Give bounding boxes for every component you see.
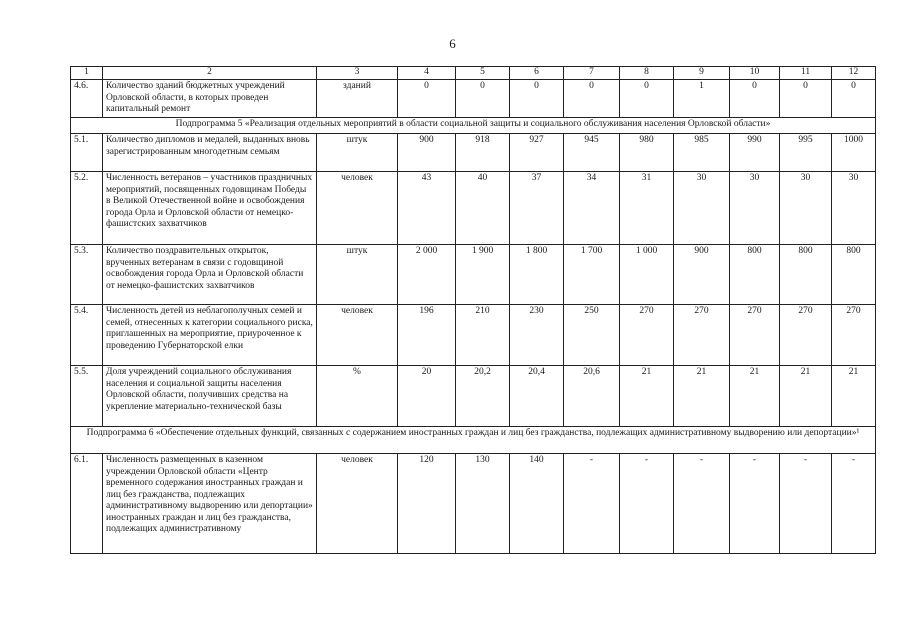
value-cell: 230 xyxy=(510,305,564,366)
row-number: 4.6. xyxy=(71,80,103,118)
indicator-name: Количество поздравительных открыток, врученных ветеранам в связи с годовщиной освобождения города Орла и Орловской области от немецко-фашистских захватчиков xyxy=(103,245,317,305)
header-cell: 11 xyxy=(780,67,832,80)
value-cell: 270 xyxy=(620,305,674,366)
header-cell: 5 xyxy=(456,67,510,80)
subprogram-title: Подпрограмма 5 «Реализация отдельных мероприятий в области социальной защиты и социального обслуживания населения Орловской области» xyxy=(71,118,876,134)
column-number-header-row xyxy=(71,67,876,80)
table-row xyxy=(71,366,876,427)
value-cell: 37 xyxy=(510,172,564,245)
table-row xyxy=(71,245,876,305)
value-cell: 30 xyxy=(730,172,780,245)
row-number: 5.1. xyxy=(71,134,103,172)
value-cell: 21 xyxy=(832,366,876,427)
value-cell: - xyxy=(620,454,674,554)
value-cell: 918 xyxy=(456,134,510,172)
header-cell: 2 xyxy=(103,67,317,80)
row-number: 5.4. xyxy=(71,305,103,366)
value-cell: 270 xyxy=(832,305,876,366)
row-number: 5.3. xyxy=(71,245,103,305)
value-cell: 120 xyxy=(398,454,456,554)
indicator-name: Количество зданий бюджетных учреждений Орловской области, в которых проведен капитальный ремонт xyxy=(103,80,317,118)
unit-of-measure: человек xyxy=(317,172,398,245)
value-cell: 0 xyxy=(456,80,510,118)
unit-of-measure: % xyxy=(317,366,398,427)
value-cell: 30 xyxy=(780,172,832,245)
value-cell: 927 xyxy=(510,134,564,172)
header-cell: 3 xyxy=(317,67,398,80)
header-cell: 12 xyxy=(832,67,876,80)
value-cell: 1 700 xyxy=(564,245,620,305)
indicator-name: Количество дипломов и медалей, выданных вновь зарегистрированным многодетным семьям xyxy=(103,134,317,172)
value-cell: 270 xyxy=(780,305,832,366)
unit-of-measure: штук xyxy=(317,245,398,305)
row-number: 5.2. xyxy=(71,172,103,245)
value-cell: - xyxy=(730,454,780,554)
value-cell: 21 xyxy=(674,366,730,427)
value-cell: 800 xyxy=(832,245,876,305)
unit-of-measure: человек xyxy=(317,305,398,366)
unit-of-measure: штук xyxy=(317,134,398,172)
header-cell: 4 xyxy=(398,67,456,80)
value-cell: 43 xyxy=(398,172,456,245)
table-row xyxy=(71,305,876,366)
indicator-name: Доля учреждений социального обслуживания населения и социальной защиты населения Орловской области, получивших средства на укрепление материально-технической базы xyxy=(103,366,317,427)
row-number: 5.5. xyxy=(71,366,103,427)
value-cell: 140 xyxy=(510,454,564,554)
value-cell: 130 xyxy=(456,454,510,554)
value-cell: 196 xyxy=(398,305,456,366)
value-cell: 20,2 xyxy=(456,366,510,427)
header-cell: 9 xyxy=(674,67,730,80)
value-cell: 0 xyxy=(620,80,674,118)
value-cell: 1 000 xyxy=(620,245,674,305)
value-cell: - xyxy=(832,454,876,554)
indicator-name: Численность детей из неблагополучных семей и семей, отнесенных к категории социального риска, приглашенных на мероприятие, приуроченное к проведению Губернаторской елки xyxy=(103,305,317,366)
value-cell: 270 xyxy=(730,305,780,366)
value-cell: 1 900 xyxy=(456,245,510,305)
value-cell: 0 xyxy=(832,80,876,118)
value-cell: 990 xyxy=(730,134,780,172)
value-cell: 945 xyxy=(564,134,620,172)
value-cell: 21 xyxy=(780,366,832,427)
value-cell: 2 000 xyxy=(398,245,456,305)
header-cell: 10 xyxy=(730,67,780,80)
unit-of-measure: зданий xyxy=(317,80,398,118)
value-cell: 40 xyxy=(456,172,510,245)
value-cell: 20 xyxy=(398,366,456,427)
table-row xyxy=(71,454,876,554)
value-cell: 34 xyxy=(564,172,620,245)
value-cell: 21 xyxy=(730,366,780,427)
value-cell: 210 xyxy=(456,305,510,366)
subprogram-title: Подпрограмма 6 «Обеспечение отдельных функций, связанных с содержанием иностранных граждан и лиц без гражданства, подлежащих административному выдворению или депортации»¹ xyxy=(71,427,876,454)
table-row xyxy=(71,172,876,245)
value-cell: 985 xyxy=(674,134,730,172)
value-cell: 1000 xyxy=(832,134,876,172)
value-cell: 0 xyxy=(780,80,832,118)
table-row xyxy=(71,134,876,172)
indicator-name: Численность размещенных в казенном учреждении Орловской области «Центр временного содержания иностранных граждан и лиц без гражданства, подлежащих административному выдворению или депортации» иностранных граждан и лиц без гражданства, подлежащих административному xyxy=(103,454,317,554)
value-cell: 995 xyxy=(780,134,832,172)
value-cell: 0 xyxy=(510,80,564,118)
value-cell: - xyxy=(674,454,730,554)
value-cell: 20,4 xyxy=(510,366,564,427)
value-cell: 0 xyxy=(730,80,780,118)
value-cell: 30 xyxy=(674,172,730,245)
value-cell: 0 xyxy=(564,80,620,118)
value-cell: 1 800 xyxy=(510,245,564,305)
subprogram-row xyxy=(71,427,876,454)
header-cell: 6 xyxy=(510,67,564,80)
subprogram-row xyxy=(71,118,876,134)
value-cell: 800 xyxy=(730,245,780,305)
header-cell: 1 xyxy=(71,67,103,80)
value-cell: - xyxy=(564,454,620,554)
indicator-name: Численность ветеранов – участников праздничных мероприятий, посвященных годовщинам Победы в Великой Отечественной войне и освобождения города Орла и Орловской области от немецко-фашистских захватчиков xyxy=(103,172,317,245)
value-cell: 30 xyxy=(832,172,876,245)
table-row xyxy=(71,80,876,118)
value-cell: 270 xyxy=(674,305,730,366)
indicators-table xyxy=(70,66,876,554)
row-number: 6.1. xyxy=(71,454,103,554)
header-cell: 7 xyxy=(564,67,620,80)
header-cell: 8 xyxy=(620,67,674,80)
value-cell: 800 xyxy=(780,245,832,305)
unit-of-measure: человек xyxy=(317,454,398,554)
value-cell: 0 xyxy=(398,80,456,118)
value-cell: 21 xyxy=(620,366,674,427)
value-cell: 20,6 xyxy=(564,366,620,427)
value-cell: 1 xyxy=(674,80,730,118)
value-cell: 900 xyxy=(674,245,730,305)
value-cell: 250 xyxy=(564,305,620,366)
page-number: 6 xyxy=(449,36,456,51)
value-cell: 900 xyxy=(398,134,456,172)
value-cell: 980 xyxy=(620,134,674,172)
value-cell: - xyxy=(780,454,832,554)
value-cell: 31 xyxy=(620,172,674,245)
